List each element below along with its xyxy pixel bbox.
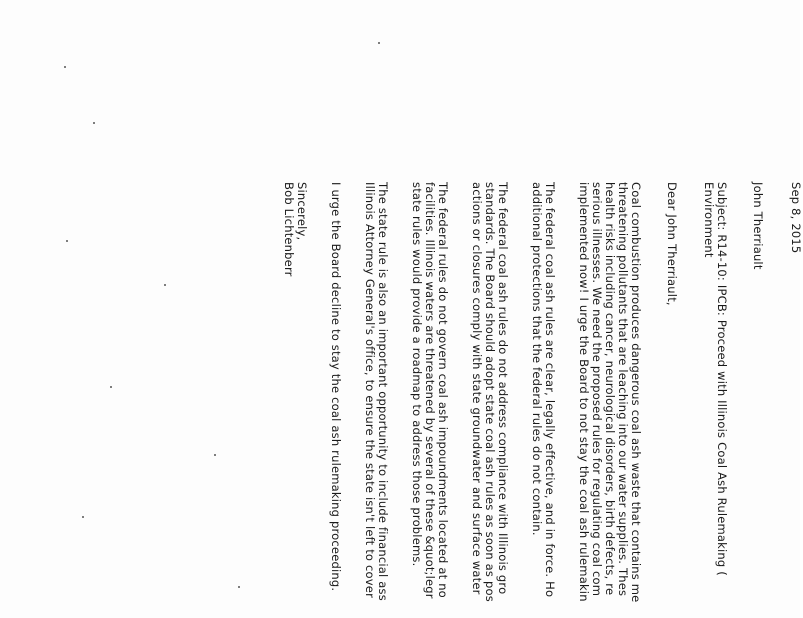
paragraph-line: The federal coal ash rules are clear, legally effective, and in force. Ho [543, 182, 557, 598]
paragraph-line: I urge the Board decline to stay the coal ash rulemaking proceeding. [329, 182, 343, 592]
letter-subject-line: Subject: R14-10: IPCB: Proceed with Illinois Coal Ash Rulemaking ( [715, 182, 729, 576]
scan-speck [110, 386, 112, 388]
scan-speck [214, 454, 216, 456]
scan-speck [64, 66, 66, 68]
paragraph-line: Coal combustion produces dangerous coal ash waste that contains me [629, 182, 643, 603]
scan-speck [93, 122, 95, 124]
scan-speck [82, 516, 84, 518]
paragraph-line: threatening pollutants that are leaching into our water supplies. Thes [616, 182, 630, 597]
letter-subject-line: Environment [702, 182, 716, 258]
letter-body [282, 0, 802, 618]
letter-closing: Sincerely, [295, 182, 309, 241]
paragraph-line: serious illnesses. We need the proposed rules for regulating coal com [590, 182, 604, 597]
letter-date: Sep 8, 2015 [789, 182, 803, 254]
scan-speck [66, 240, 68, 242]
paragraph-line: state rules would provide a roadmap to address those problems. [410, 182, 424, 567]
paragraph-line: Illinois Attorney General's office, to ensure the state isn't left to cover [363, 182, 377, 598]
paragraph-line: The federal coal ash rules do not address compliance with Illinois gro [496, 182, 510, 595]
letter-recipient: John Therriault [751, 182, 765, 270]
paragraph-line: standards. The Board should adopt state coal ash rules as soon as pos [483, 182, 497, 602]
scan-speck [238, 586, 240, 588]
paragraph-line: The state rule is also an important opportunity to include financial ass [376, 182, 390, 601]
scan-speck [164, 284, 166, 286]
paragraph-line: facilities. Illinois waters are threatened by several of these &quot;legr [423, 182, 437, 599]
paragraph-line: implemented now! I urge the Board to not stay the coal ash rulemakin [577, 182, 591, 602]
paragraph-line: The federal rules do not govern coal ash impoundments located at no [436, 182, 450, 598]
letter-salutation: Dear John Therriault, [665, 182, 679, 306]
paragraph-line: health risks including cancer, neurological disorders, birth defects, re [603, 182, 617, 596]
letter-signature: Bob Lichtenberr [282, 182, 296, 277]
paragraph-line: additional protections that the federal rules do not contain. [530, 182, 544, 536]
paragraph-line: actions or closures comply with state groundwater and surface water [470, 182, 484, 595]
